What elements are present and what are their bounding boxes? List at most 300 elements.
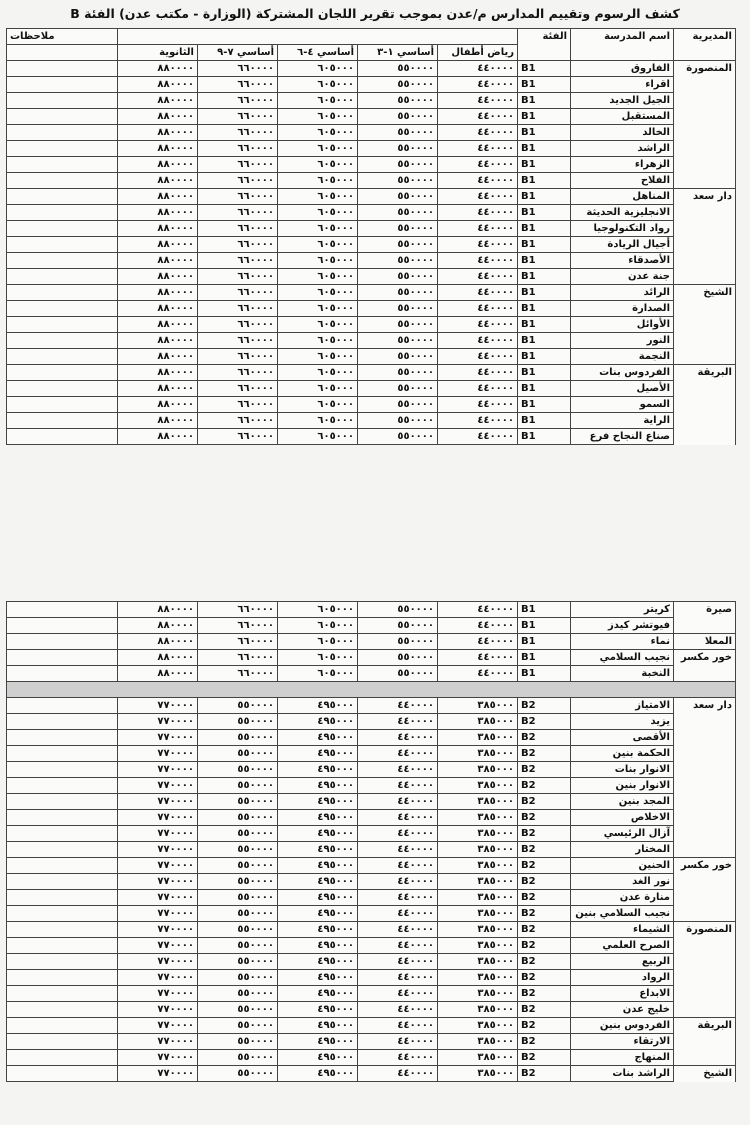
basic13-fee-cell: ٤٤٠٠٠٠ [358, 826, 438, 842]
category-cell: B1 [518, 381, 571, 397]
basic13-fee-cell: ٥٥٠٠٠٠ [358, 269, 438, 285]
secondary-fee-cell: ٧٧٠٠٠٠ [118, 810, 198, 826]
table-row [7, 730, 736, 746]
basic79-fee-cell: ٥٥٠٠٠٠ [198, 1002, 278, 1018]
school-name-cell: النور [571, 333, 674, 349]
school-name-cell: الراشد بنات [571, 1066, 674, 1082]
basic46-fee-cell: ٦٠٥٠٠٠ [278, 205, 358, 221]
directorate-cell [674, 906, 736, 922]
category-cell: B1 [518, 650, 571, 666]
secondary-fee-cell: ٨٨٠٠٠٠ [118, 618, 198, 634]
category-cell: B1 [518, 397, 571, 413]
basic79-fee-cell: ٦٦٠٠٠٠ [198, 141, 278, 157]
basic13-fee-cell: ٥٥٠٠٠٠ [358, 285, 438, 301]
basic79-fee-cell: ٥٥٠٠٠٠ [198, 954, 278, 970]
school-name-cell: المختار [571, 842, 674, 858]
basic79-fee-cell: ٥٥٠٠٠٠ [198, 922, 278, 938]
category-cell: B2 [518, 730, 571, 746]
directorate-cell [674, 157, 736, 173]
basic46-fee-cell: ٦٠٥٠٠٠ [278, 61, 358, 77]
secondary-fee-cell: ٨٨٠٠٠٠ [117, 221, 197, 237]
basic13-fee-cell: ٤٤٠٠٠٠ [358, 746, 438, 762]
notes-cell [7, 125, 118, 141]
category-cell: B2 [518, 954, 571, 970]
kg-fee-cell: ٣٨٥٠٠٠ [438, 858, 518, 874]
kg-fee-cell: ٣٨٥٠٠٠ [438, 794, 518, 810]
category-cell: B1 [518, 634, 571, 650]
category-cell: B1 [518, 269, 571, 285]
school-name-cell: منارة عدن [571, 890, 674, 906]
kg-fee-cell: ٣٨٥٠٠٠ [438, 970, 518, 986]
notes-cell [7, 1034, 118, 1050]
notes-cell [7, 666, 118, 682]
table-row [7, 698, 736, 714]
basic13-fee-cell: ٥٥٠٠٠٠ [358, 237, 438, 253]
basic13-fee-cell: ٥٥٠٠٠٠ [358, 618, 438, 634]
basic13-fee-cell: ٤٤٠٠٠٠ [358, 954, 438, 970]
notes-cell [7, 922, 118, 938]
basic79-fee-cell: ٦٦٠٠٠٠ [198, 301, 278, 317]
category-cell: B1 [518, 349, 571, 365]
table-row [7, 173, 736, 189]
kg-fee-cell: ٤٤٠٠٠٠ [438, 650, 518, 666]
directorate-cell: دار سعد [674, 698, 736, 714]
basic46-fee-cell: ٤٩٥٠٠٠ [278, 826, 358, 842]
basic13-fee-cell: ٥٥٠٠٠٠ [358, 301, 438, 317]
basic13-fee-cell: ٥٥٠٠٠٠ [358, 93, 438, 109]
basic79-fee-cell: ٥٥٠٠٠٠ [198, 890, 278, 906]
category-cell: B1 [518, 618, 571, 634]
school-name-cell: الابداع [571, 986, 674, 1002]
notes-cell [7, 333, 118, 349]
kg-fee-cell: ٤٤٠٠٠٠ [438, 205, 518, 221]
basic13-fee-cell: ٥٥٠٠٠٠ [358, 429, 438, 445]
basic46-fee-cell: ٤٩٥٠٠٠ [278, 762, 358, 778]
directorate-cell: الشيخ [674, 1066, 736, 1082]
category-cell: B1 [518, 285, 571, 301]
secondary-fee-cell: ٨٨٠٠٠٠ [117, 397, 197, 413]
notes-cell [7, 810, 118, 826]
basic13-fee-cell: ٤٤٠٠٠٠ [358, 1002, 438, 1018]
table-row [7, 1018, 736, 1034]
school-name-cell: نور الغد [571, 874, 674, 890]
directorate-cell [674, 237, 736, 253]
header-kg: رياض أطفال [438, 45, 518, 61]
kg-fee-cell: ٤٤٠٠٠٠ [438, 77, 518, 93]
notes-cell [7, 157, 118, 173]
kg-fee-cell: ٤٤٠٠٠٠ [438, 189, 518, 205]
notes-cell [7, 874, 118, 890]
header-blank [117, 29, 517, 45]
notes-cell [7, 93, 118, 109]
directorate-cell [674, 666, 736, 682]
basic13-fee-cell: ٥٥٠٠٠٠ [358, 397, 438, 413]
basic46-fee-cell: ٤٩٥٠٠٠ [278, 746, 358, 762]
directorate-cell [674, 810, 736, 826]
kg-fee-cell: ٤٤٠٠٠٠ [438, 317, 518, 333]
kg-fee-cell: ٤٤٠٠٠٠ [438, 333, 518, 349]
kg-fee-cell: ٤٤٠٠٠٠ [438, 221, 518, 237]
directorate-cell [674, 938, 736, 954]
notes-cell [7, 365, 118, 381]
basic46-fee-cell: ٤٩٥٠٠٠ [278, 842, 358, 858]
kg-fee-cell: ٣٨٥٠٠٠ [438, 890, 518, 906]
secondary-fee-cell: ٨٨٠٠٠٠ [117, 237, 197, 253]
table-row [7, 906, 736, 922]
directorate-cell [674, 333, 736, 349]
table-row [7, 221, 736, 237]
school-name-cell: نماء [571, 634, 674, 650]
notes-cell [7, 794, 118, 810]
secondary-fee-cell: ٧٧٠٠٠٠ [118, 826, 198, 842]
category-cell: B1 [518, 237, 571, 253]
category-cell: B1 [518, 333, 571, 349]
directorate-cell [674, 317, 736, 333]
basic46-fee-cell: ٤٩٥٠٠٠ [278, 698, 358, 714]
kg-fee-cell: ٤٤٠٠٠٠ [438, 93, 518, 109]
basic46-fee-cell: ٦٠٥٠٠٠ [278, 634, 358, 650]
directorate-cell [674, 746, 736, 762]
kg-fee-cell: ٤٤٠٠٠٠ [438, 253, 518, 269]
school-name-cell: الرائد [571, 285, 674, 301]
directorate-cell [674, 842, 736, 858]
directorate-cell [674, 109, 736, 125]
table-row [7, 810, 736, 826]
table-row [7, 954, 736, 970]
directorate-cell [674, 778, 736, 794]
basic13-fee-cell: ٥٥٠٠٠٠ [358, 189, 438, 205]
header-school: اسم المدرسة [571, 29, 674, 61]
secondary-fee-cell: ٧٧٠٠٠٠ [118, 762, 198, 778]
category-cell: B2 [518, 714, 571, 730]
secondary-fee-cell: ٨٨٠٠٠٠ [117, 301, 197, 317]
table-row [7, 714, 736, 730]
category-cell: B1 [518, 253, 571, 269]
basic46-fee-cell: ٦٠٥٠٠٠ [278, 413, 358, 429]
table-row [7, 349, 736, 365]
school-name-cell: الجيل الجديد [571, 93, 674, 109]
secondary-fee-cell: ٨٨٠٠٠٠ [117, 413, 197, 429]
secondary-fee-cell: ٧٧٠٠٠٠ [118, 970, 198, 986]
category-cell: B1 [518, 157, 571, 173]
header-notes: ملاحظات [7, 29, 118, 45]
section-divider [7, 682, 736, 698]
category-cell: B2 [518, 986, 571, 1002]
basic79-fee-cell: ٦٦٠٠٠٠ [198, 413, 278, 429]
basic46-fee-cell: ٤٩٥٠٠٠ [278, 922, 358, 938]
school-name-cell: الانوار بنين [571, 778, 674, 794]
notes-cell [7, 269, 118, 285]
basic13-fee-cell: ٥٥٠٠٠٠ [358, 141, 438, 157]
secondary-fee-cell: ٨٨٠٠٠٠ [117, 429, 197, 445]
table-row [7, 890, 736, 906]
basic79-fee-cell: ٥٥٠٠٠٠ [198, 874, 278, 890]
basic79-fee-cell: ٦٦٠٠٠٠ [198, 634, 278, 650]
school-name-cell: الربيع [571, 954, 674, 970]
header-basic46: أساسي ٤-٦ [278, 45, 358, 61]
basic13-fee-cell: ٥٥٠٠٠٠ [358, 205, 438, 221]
table-row [7, 1050, 736, 1066]
notes-cell [7, 906, 118, 922]
notes-cell [7, 61, 118, 77]
school-name-cell: فيوتشر كيدز [571, 618, 674, 634]
table-row [7, 794, 736, 810]
school-name-cell: المجد بنين [571, 794, 674, 810]
basic46-fee-cell: ٦٠٥٠٠٠ [278, 173, 358, 189]
category-cell: B2 [518, 794, 571, 810]
basic79-fee-cell: ٦٦٠٠٠٠ [198, 666, 278, 682]
category-cell: B1 [518, 205, 571, 221]
divider-cell [7, 682, 736, 698]
table-row [7, 970, 736, 986]
directorate-cell: الشيخ [674, 285, 736, 301]
table-row [7, 986, 736, 1002]
basic13-fee-cell: ٤٤٠٠٠٠ [358, 698, 438, 714]
directorate-cell [674, 890, 736, 906]
secondary-fee-cell: ٧٧٠٠٠٠ [118, 922, 198, 938]
basic46-fee-cell: ٦٠٥٠٠٠ [278, 141, 358, 157]
table-row [7, 189, 736, 205]
category-cell: B2 [518, 1018, 571, 1034]
basic13-fee-cell: ٤٤٠٠٠٠ [358, 970, 438, 986]
notes-cell [7, 1066, 118, 1082]
basic79-fee-cell: ٥٥٠٠٠٠ [198, 970, 278, 986]
category-cell: B2 [518, 778, 571, 794]
category-cell: B1 [518, 301, 571, 317]
basic46-fee-cell: ٦٠٥٠٠٠ [278, 221, 358, 237]
basic13-fee-cell: ٤٤٠٠٠٠ [358, 730, 438, 746]
table-row [7, 205, 736, 221]
directorate-cell [674, 730, 736, 746]
basic79-fee-cell: ٥٥٠٠٠٠ [198, 906, 278, 922]
directorate-cell [674, 874, 736, 890]
basic13-fee-cell: ٤٤٠٠٠٠ [358, 714, 438, 730]
secondary-fee-cell: ٨٨٠٠٠٠ [117, 317, 197, 333]
category-cell: B1 [518, 77, 571, 93]
table-row [7, 762, 736, 778]
notes-cell [7, 954, 118, 970]
table-row [7, 381, 736, 397]
basic46-fee-cell: ٦٠٥٠٠٠ [278, 365, 358, 381]
category-cell: B2 [518, 970, 571, 986]
basic79-fee-cell: ٥٥٠٠٠٠ [198, 810, 278, 826]
table-row [7, 125, 736, 141]
kg-fee-cell: ٤٤٠٠٠٠ [438, 301, 518, 317]
basic46-fee-cell: ٤٩٥٠٠٠ [278, 938, 358, 954]
basic79-fee-cell: ٥٥٠٠٠٠ [198, 938, 278, 954]
table-row [7, 842, 736, 858]
secondary-fee-cell: ٨٨٠٠٠٠ [117, 253, 197, 269]
basic13-fee-cell: ٥٥٠٠٠٠ [358, 109, 438, 125]
basic79-fee-cell: ٦٦٠٠٠٠ [198, 333, 278, 349]
basic13-fee-cell: ٥٥٠٠٠٠ [358, 61, 438, 77]
kg-fee-cell: ٤٤٠٠٠٠ [438, 618, 518, 634]
notes-cell [7, 650, 118, 666]
kg-fee-cell: ٣٨٥٠٠٠ [438, 906, 518, 922]
basic46-fee-cell: ٤٩٥٠٠٠ [278, 714, 358, 730]
basic46-fee-cell: ٤٩٥٠٠٠ [278, 794, 358, 810]
notes-cell [7, 45, 118, 61]
school-name-cell: الحكمة بنين [571, 746, 674, 762]
basic13-fee-cell: ٤٤٠٠٠٠ [358, 842, 438, 858]
category-cell: B2 [518, 698, 571, 714]
basic46-fee-cell: ٦٠٥٠٠٠ [278, 157, 358, 173]
basic46-fee-cell: ٤٩٥٠٠٠ [278, 906, 358, 922]
basic79-fee-cell: ٦٦٠٠٠٠ [198, 237, 278, 253]
school-name-cell: المستقبل [571, 109, 674, 125]
category-cell: B2 [518, 858, 571, 874]
basic46-fee-cell: ٤٩٥٠٠٠ [278, 970, 358, 986]
table-row [7, 938, 736, 954]
header-basic79: أساسي ٧-٩ [198, 45, 278, 61]
kg-fee-cell: ٣٨٥٠٠٠ [438, 730, 518, 746]
basic13-fee-cell: ٤٤٠٠٠٠ [358, 1066, 438, 1082]
basic79-fee-cell: ٦٦٠٠٠٠ [198, 650, 278, 666]
directorate-cell [674, 762, 736, 778]
notes-cell [7, 730, 118, 746]
directorate-cell: خور مكسر [674, 650, 736, 666]
school-name-cell: الخالد [571, 125, 674, 141]
basic46-fee-cell: ٦٠٥٠٠٠ [278, 253, 358, 269]
category-cell: B1 [518, 413, 571, 429]
notes-cell [7, 1002, 118, 1018]
school-name-cell: الانجليزية الحديثة [571, 205, 674, 221]
basic46-fee-cell: ٤٩٥٠٠٠ [278, 810, 358, 826]
school-name-cell: النجمة [571, 349, 674, 365]
basic79-fee-cell: ٥٥٠٠٠٠ [198, 1050, 278, 1066]
header-category: الفئة [518, 29, 571, 61]
directorate-cell [674, 301, 736, 317]
kg-fee-cell: ٤٤٠٠٠٠ [438, 109, 518, 125]
basic46-fee-cell: ٦٠٥٠٠٠ [278, 285, 358, 301]
secondary-fee-cell: ٨٨٠٠٠٠ [118, 602, 198, 618]
table-row [7, 397, 736, 413]
school-name-cell: خليج عدن [571, 1002, 674, 1018]
school-name-cell: أجيال الريادة [571, 237, 674, 253]
basic13-fee-cell: ٥٥٠٠٠٠ [358, 317, 438, 333]
notes-cell [7, 221, 118, 237]
category-cell: B1 [518, 317, 571, 333]
basic13-fee-cell: ٥٥٠٠٠٠ [358, 650, 438, 666]
notes-cell [7, 301, 118, 317]
kg-fee-cell: ٤٤٠٠٠٠ [438, 602, 518, 618]
category-cell: B1 [518, 141, 571, 157]
kg-fee-cell: ٣٨٥٠٠٠ [438, 714, 518, 730]
basic46-fee-cell: ٤٩٥٠٠٠ [278, 1050, 358, 1066]
secondary-fee-cell: ٧٧٠٠٠٠ [118, 1002, 198, 1018]
table-row [7, 666, 736, 682]
notes-cell [7, 237, 118, 253]
kg-fee-cell: ٤٤٠٠٠٠ [438, 61, 518, 77]
notes-cell [7, 778, 118, 794]
notes-cell [7, 349, 118, 365]
kg-fee-cell: ٤٤٠٠٠٠ [438, 141, 518, 157]
secondary-fee-cell: ٧٧٠٠٠٠ [118, 858, 198, 874]
basic13-fee-cell: ٤٤٠٠٠٠ [358, 986, 438, 1002]
basic13-fee-cell: ٤٤٠٠٠٠ [358, 890, 438, 906]
table-row [7, 253, 736, 269]
directorate-cell [674, 269, 736, 285]
table-row [7, 634, 736, 650]
basic46-fee-cell: ٦٠٥٠٠٠ [278, 77, 358, 93]
basic79-fee-cell: ٥٥٠٠٠٠ [198, 842, 278, 858]
school-name-cell: آزال الرئيسي [571, 826, 674, 842]
secondary-fee-cell: ٧٧٠٠٠٠ [118, 890, 198, 906]
notes-cell [7, 826, 118, 842]
directorate-cell [674, 954, 736, 970]
school-name-cell: النخبة [571, 666, 674, 682]
secondary-fee-cell: ٧٧٠٠٠٠ [118, 698, 198, 714]
directorate-cell [674, 173, 736, 189]
kg-fee-cell: ٤٤٠٠٠٠ [438, 381, 518, 397]
kg-fee-cell: ٣٨٥٠٠٠ [438, 954, 518, 970]
directorate-cell: المعلا [674, 634, 736, 650]
basic13-fee-cell: ٤٤٠٠٠٠ [358, 1034, 438, 1050]
secondary-fee-cell: ٧٧٠٠٠٠ [118, 938, 198, 954]
category-cell: B1 [518, 93, 571, 109]
basic13-fee-cell: ٥٥٠٠٠٠ [358, 125, 438, 141]
table-row [7, 365, 736, 381]
basic79-fee-cell: ٥٥٠٠٠٠ [198, 778, 278, 794]
school-name-cell: الصرح العلمي [571, 938, 674, 954]
secondary-fee-cell: ٧٧٠٠٠٠ [118, 1018, 198, 1034]
basic46-fee-cell: ٤٩٥٠٠٠ [278, 1034, 358, 1050]
secondary-fee-cell: ٨٨٠٠٠٠ [117, 189, 197, 205]
directorate-cell [674, 429, 736, 445]
school-name-cell: الشيماء [571, 922, 674, 938]
directorate-cell [674, 253, 736, 269]
basic79-fee-cell: ٦٦٠٠٠٠ [198, 317, 278, 333]
secondary-fee-cell: ٧٧٠٠٠٠ [118, 746, 198, 762]
notes-cell [7, 698, 118, 714]
directorate-cell [674, 125, 736, 141]
directorate-cell [674, 1034, 736, 1050]
kg-fee-cell: ٤٤٠٠٠٠ [438, 349, 518, 365]
basic46-fee-cell: ٦٠٥٠٠٠ [278, 650, 358, 666]
secondary-fee-cell: ٨٨٠٠٠٠ [118, 650, 198, 666]
basic46-fee-cell: ٤٩٥٠٠٠ [278, 954, 358, 970]
directorate-cell: المنصورة [674, 61, 736, 77]
category-cell: B2 [518, 762, 571, 778]
directorate-cell [674, 93, 736, 109]
kg-fee-cell: ٣٨٥٠٠٠ [438, 986, 518, 1002]
notes-cell [7, 1050, 118, 1066]
school-name-cell: الارتقاء [571, 1034, 674, 1050]
basic13-fee-cell: ٤٤٠٠٠٠ [358, 858, 438, 874]
directorate-cell [674, 826, 736, 842]
kg-fee-cell: ٤٤٠٠٠٠ [438, 173, 518, 189]
basic13-fee-cell: ٤٤٠٠٠٠ [358, 810, 438, 826]
secondary-fee-cell: ٧٧٠٠٠٠ [118, 1034, 198, 1050]
table-row [7, 1066, 736, 1082]
notes-cell [7, 618, 118, 634]
table-row [7, 237, 736, 253]
school-name-cell: الرواد [571, 970, 674, 986]
basic46-fee-cell: ٦٠٥٠٠٠ [278, 189, 358, 205]
basic13-fee-cell: ٤٤٠٠٠٠ [358, 922, 438, 938]
notes-cell [7, 285, 118, 301]
secondary-fee-cell: ٨٨٠٠٠٠ [117, 93, 197, 109]
basic79-fee-cell: ٥٥٠٠٠٠ [198, 698, 278, 714]
directorate-cell [674, 221, 736, 237]
kg-fee-cell: ٣٨٥٠٠٠ [438, 746, 518, 762]
basic46-fee-cell: ٤٩٥٠٠٠ [278, 890, 358, 906]
directorate-cell [674, 381, 736, 397]
secondary-fee-cell: ٨٨٠٠٠٠ [117, 125, 197, 141]
basic13-fee-cell: ٤٤٠٠٠٠ [358, 762, 438, 778]
header-row [7, 29, 736, 45]
basic79-fee-cell: ٦٦٠٠٠٠ [198, 269, 278, 285]
